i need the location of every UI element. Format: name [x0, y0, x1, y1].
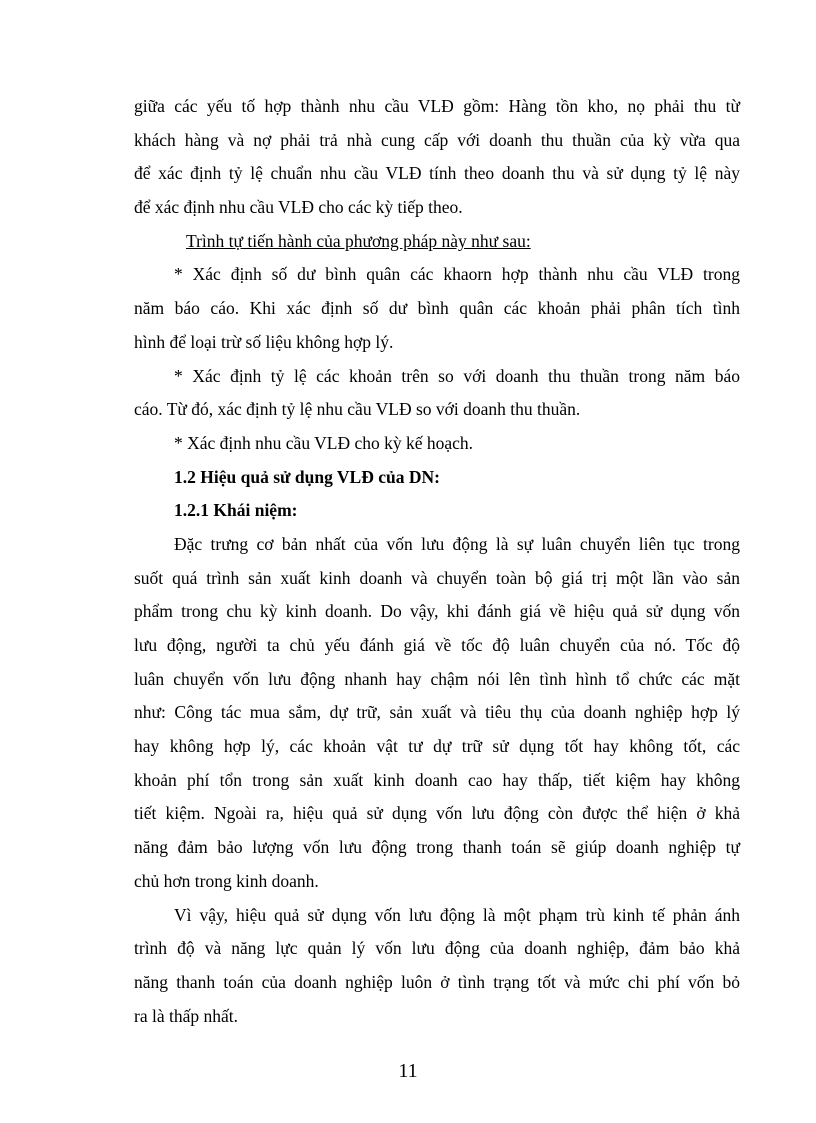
text-line: phẩm trong chu kỳ kinh doanh. Do vậy, khi đánh giá về hiệu quả sử dụng vốn: [134, 601, 740, 622]
section-heading-1-2-1: 1.2.1 Khái niệm:: [174, 500, 298, 521]
page-number: 11: [398, 1060, 418, 1082]
paragraph-intro-continued: [134, 90, 740, 225]
text-line: năng đảm bảo lượng vốn lưu động trong thanh toán sẽ giúp doanh nghiệp tự: [134, 837, 740, 858]
conclusion-paragraph: [134, 899, 740, 1034]
step-3-paragraph: [134, 427, 740, 461]
text-line: trình độ và năng lực quản lý vốn lưu động của doanh nghiệp, đảm bảo khả: [134, 938, 740, 959]
text-line: * Xác định nhu cầu VLĐ cho kỳ kế hoạch.: [174, 432, 474, 453]
text-line: lưu động, người ta chủ yếu đánh giá về tốc độ luân chuyển của nó. Tốc độ: [134, 635, 740, 655]
text-line: * Xác định tỷ lệ các khoản trên so với doanh thu thuần trong năm báo: [174, 365, 740, 386]
procedure-heading: [134, 225, 740, 259]
text-line: giữa các yếu tố hợp thành nhu cầu VLĐ gồm: Hàng tồn kho, nọ phải thu từ: [134, 96, 740, 116]
text-line: khoản phí tổn trong sản xuất kinh doanh cao hay thấp, tiết kiệm hay không: [134, 769, 740, 790]
text-line: luân chuyển vốn lưu động nhanh hay chậm nói lên tình hình tổ chức các mặt: [134, 668, 740, 689]
text-line: khách hàng và nợ phải trả nhà cung cấp với doanh thu thuần của kỳ vừa qua: [134, 129, 740, 150]
section-heading-1-2: 1.2 Hiệu quả sử dụng VLĐ của DN:: [174, 466, 440, 487]
text-line: * Xác định số dư bình quân các khaorn hợp thành nhu cầu VLĐ trong: [174, 264, 740, 285]
text-line: Vì vậy, hiệu quả sử dụng vốn lưu động là một phạm trù kinh tế phản ánh: [174, 904, 740, 925]
text-line: để xác định tỷ lệ chuẩn nhu cầu VLĐ tính theo doanh thu và sử dụng tỷ lệ này: [134, 163, 740, 184]
text-line: năng thanh toán của doanh nghiệp luôn ở tình trạng tốt và mức chi phí vốn bỏ: [134, 971, 740, 992]
text-line: suốt quá trình sản xuất kinh doanh và chuyển toàn bộ giá trị một lần vào sản: [134, 567, 740, 588]
procedure-heading-text: Trình tự tiến hành của phương pháp này như sau:: [186, 230, 531, 251]
text-line: hay không hợp lý, các khoản vật tư dự trữ sử dụng tốt hay không tốt, các: [134, 736, 740, 757]
text-line: như: Công tác mua sắm, dự trữ, sản xuất và tiêu thụ của doanh nghiệp hợp lý: [134, 702, 740, 723]
text-line: Đặc trưng cơ bản nhất của vốn lưu động là sự luân chuyển liên tục trong: [174, 533, 740, 554]
text-line: năm báo cáo. Khi xác định số dư bình quân các khoản phải phân tích tình: [134, 298, 740, 319]
text-line: tiết kiệm. Ngoài ra, hiệu quả sử dụng vốn lưu động còn được thể hiện ở khả: [134, 803, 740, 824]
text-line: hình để loại trừ số liệu không hợp lý.: [134, 331, 394, 352]
text-line: để xác định nhu cầu VLĐ cho các kỳ tiếp theo.: [134, 197, 463, 218]
page-body: [134, 90, 740, 1033]
text-line: chủ hơn trong kinh doanh.: [134, 870, 319, 891]
step-1-paragraph: [134, 258, 740, 359]
step-2-paragraph: [134, 360, 740, 427]
concept-paragraph: [134, 528, 740, 899]
text-line: ra là thấp nhất.: [134, 1005, 238, 1026]
text-line: cáo. Từ đó, xác định tỷ lệ nhu cầu VLĐ so với doanh thu thuần.: [134, 399, 581, 420]
